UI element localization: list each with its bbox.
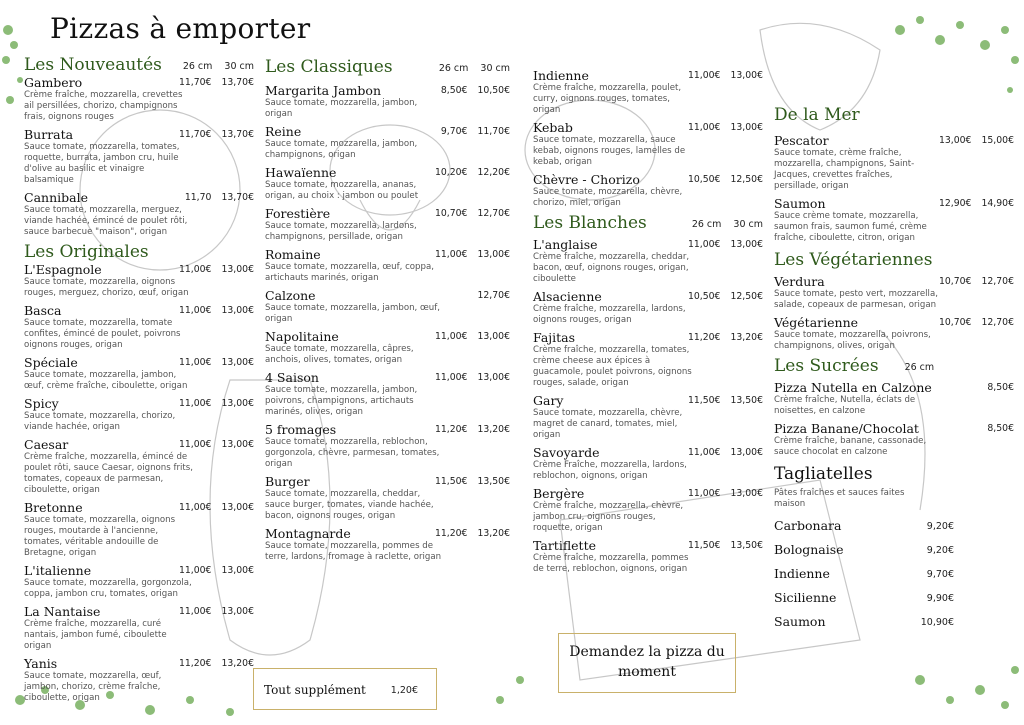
price-large: 13,70€ <box>221 192 254 203</box>
menu-item-desc: Sauce tomate, mozzarella, jambon, champignons, origan <box>265 139 418 160</box>
price-small: 8,50€ <box>987 423 1014 434</box>
menu-item <box>533 445 763 482</box>
menu-item-desc: Crème fraîche, mozzarella, cheddar, bacon, œuf, oignons rouges, origan, ciboulette <box>533 252 690 284</box>
menu-item-name: Basca <box>24 303 62 318</box>
classiques-list <box>265 83 510 563</box>
menu-item-prices <box>688 538 763 553</box>
price-large: 12,50€ <box>730 174 763 185</box>
price-large: 13,00€ <box>730 70 763 81</box>
menu-item-desc: Sauce tomate, mozzarella, pommes de terre, lardons, fromage à raclette, origan <box>265 541 442 562</box>
menu-item-prices <box>688 486 763 501</box>
section-title-mer: De la Mer <box>774 105 860 125</box>
price-large: 13,00€ <box>221 606 254 617</box>
menu-item-desc: Crème fraîche, banane, cassonade, sauce chocolat en calzone <box>774 436 927 457</box>
menu-item-prices <box>179 75 254 90</box>
price-small: 10,70€ <box>938 276 972 287</box>
sucrees-size-label: 26 cm <box>904 362 935 373</box>
menu-item-desc: Sauce tomate, mozzarella, chèvre, magret de canard, tomates, miel, origan <box>533 408 683 440</box>
price-large: 13,00€ <box>477 372 510 383</box>
price-small: 9,70€ <box>440 126 468 137</box>
menu-item <box>533 289 763 326</box>
price-large: 13,00€ <box>221 398 254 409</box>
menu-item-prices <box>435 370 510 385</box>
menu-item-desc: Sauce tomate, mozzarella, lardons, champignons, persillade, origan <box>265 221 417 242</box>
menu-item <box>265 370 510 418</box>
menu-item-name: Bergère <box>533 486 585 501</box>
menu-item-name: Forestière <box>265 206 331 221</box>
menu-item-prices <box>435 474 510 489</box>
price-large: 13,00€ <box>477 331 510 342</box>
menu-item <box>265 124 510 161</box>
price-small: 11,00€ <box>434 372 468 383</box>
menu-item-prices <box>185 190 254 205</box>
menu-item-prices <box>688 289 763 304</box>
menu-item <box>24 190 254 238</box>
menu-item <box>774 315 1014 352</box>
menu-item-name: Cannibale <box>24 190 88 205</box>
menu-item <box>774 274 1014 311</box>
price-small: 11,50€ <box>687 395 721 406</box>
supplement-box <box>253 668 437 710</box>
price-large: 13,00€ <box>221 357 254 368</box>
menu-item-prices <box>441 124 510 139</box>
menu-item-name: Burger <box>265 474 310 489</box>
menu-item-prices <box>435 422 510 437</box>
price-small: 11,70 <box>184 192 212 203</box>
menu-item-desc: Sauce tomate, mozzarella, œuf, jambon, chorizo, crème fraîche, ciboulette, origan <box>24 671 162 703</box>
size-large-label: 30 cm <box>733 219 763 230</box>
menu-item-prices <box>179 604 254 619</box>
menu-item-name: Pizza Nutella en Calzone <box>774 380 932 395</box>
menu-item-prices <box>179 262 254 277</box>
menu-item-prices <box>688 445 763 460</box>
menu-item-prices <box>179 437 254 452</box>
section-title-originales: Les Originales <box>24 242 149 262</box>
menu-item <box>265 329 510 366</box>
menu-item <box>265 288 510 325</box>
menu-item-prices <box>179 500 254 515</box>
price-large: 13,50€ <box>477 476 510 487</box>
menu-item-desc: Sauce tomate, mozzarella, poivrons, champignons, olives, origan <box>774 330 931 351</box>
menu-item-prices <box>435 329 510 344</box>
menu-item-prices <box>179 303 254 318</box>
menu-item-name: Gary <box>533 393 564 408</box>
pasta-item-price: 10,90€ <box>920 617 954 628</box>
menu-item-name: Savoyarde <box>533 445 600 460</box>
menu-item-name: Chèvre - Chorizo <box>533 172 640 187</box>
price-large: 13,00€ <box>730 122 763 133</box>
menu-item-desc: Sauce tomate, pesto vert, mozzarella, salade, copeaux de parmesan, origan <box>774 289 938 310</box>
menu-item-name: Végétarienne <box>774 315 859 330</box>
price-large: 13,00€ <box>221 305 254 316</box>
price-small: 10,50€ <box>687 291 721 302</box>
menu-item-prices <box>441 83 510 98</box>
menu-item-prices <box>939 133 1014 148</box>
price-small: 11,00€ <box>178 439 212 450</box>
menu-item-prices <box>688 237 763 252</box>
menu-item-desc: Crème fraîche, mozzarella, curé nantais, jambon fumé, ciboulette origan <box>24 619 167 651</box>
menu-item-name: 5 fromages <box>265 422 337 437</box>
price-large: 13,50€ <box>730 395 763 406</box>
price-small: 11,20€ <box>434 528 468 539</box>
menu-item <box>533 120 763 168</box>
menu-item <box>24 656 254 704</box>
pizza-du-moment-box <box>558 633 736 693</box>
menu-item-prices <box>179 563 254 578</box>
menu-item <box>533 330 763 389</box>
price-small: 11,00€ <box>687 447 721 458</box>
price-small: 11,00€ <box>687 239 721 250</box>
col3top-list <box>533 68 763 209</box>
menu-item-desc: Sauce tomate, mozzarella, jambon, poivrons, champignons, artichauts marinés, olives, origan <box>265 385 418 417</box>
menu-item-desc: Crème fraîche, mozzarella, poulet, curry, oignons rouges, tomates, origan <box>533 83 682 115</box>
tagliatelles-desc: Pâtes fraîches et sauces faites maison <box>774 488 905 509</box>
price-large: 13,70€ <box>221 77 254 88</box>
section-header-sucrees <box>774 356 1014 376</box>
menu-item-desc: Sauce tomate, mozzarella, chèvre, chorizo, miel, origan <box>533 187 683 208</box>
menu-item-desc: Sauce tomate, mozzarella, oignons rouges, moutarde à l'ancienne, tomates, véritable andouille de Bretagne, origan <box>24 515 176 558</box>
menu-item <box>24 437 254 496</box>
price-large: 12,70€ <box>981 276 1014 287</box>
menu-item-name: Hawaïenne <box>265 165 337 180</box>
page-title: Pizzas à emporter <box>50 12 311 45</box>
menu-item <box>265 247 510 284</box>
tagliatelles-list <box>774 518 954 629</box>
menu-item <box>24 604 254 652</box>
price-large: 13,20€ <box>477 528 510 539</box>
blanches-list <box>533 237 763 575</box>
section-header-classiques <box>265 57 510 77</box>
menu-item-name: Margarita Jambon <box>265 83 381 98</box>
price-large: 12,50€ <box>730 291 763 302</box>
menu-item-desc: Crème fraîche, mozzarella, crevettes ail persillées, chorizo, champignons frais, oignons rouges <box>24 90 183 122</box>
section-title-nouveautes: Les Nouveautés <box>24 55 162 75</box>
pasta-item-name: Carbonara <box>774 518 842 533</box>
price-large: 13,20€ <box>477 424 510 435</box>
price-small: 11,00€ <box>434 249 468 260</box>
menu-item-desc: Sauce tomate, mozzarella, tomate confites, émincé de poulet, poivrons oignons rouges, origan <box>24 318 181 350</box>
price-small: 11,50€ <box>687 540 721 551</box>
price-large: 13,00€ <box>730 239 763 250</box>
price-large: 13,00€ <box>730 447 763 458</box>
menu-item-desc: Crème fraîche, mozzarella, tomates, crème cheese aux épices à guacamole, poulet poivrons, oignons rouges, salade, origan <box>533 345 692 388</box>
price-large: 13,00€ <box>477 249 510 260</box>
price-small: 11,20€ <box>687 332 721 343</box>
menu-item <box>24 127 254 186</box>
price-large: 10,50€ <box>477 85 510 96</box>
size-small-label: 26 cm <box>438 63 469 74</box>
pasta-item <box>774 590 954 605</box>
menu-item <box>774 133 1014 192</box>
price-small: 11,20€ <box>434 424 468 435</box>
price-small: 11,00€ <box>178 606 212 617</box>
price-large: 12,70€ <box>981 317 1014 328</box>
price-small: 11,20€ <box>178 658 212 669</box>
menu-item-name: Burrata <box>24 127 74 142</box>
price-large: 13,00€ <box>221 502 254 513</box>
price-large: 12,70€ <box>477 208 510 219</box>
pasta-item-name: Sicilienne <box>774 590 837 605</box>
menu-item-desc: Sauce tomate, mozzarella, cheddar, sauce burger, tomates, viande hachée, bacon, oignons rouges, origan <box>265 489 434 521</box>
menu-item-name: Spicy <box>24 396 59 411</box>
pasta-item-price: 9,70€ <box>926 569 954 580</box>
menu-item-desc: Sauce tomate, mozzarella, merguez, viande hachée, émincé de poulet rôti, sauce barbecue "maison", origan <box>24 205 188 237</box>
menu-item-desc: Crème fraîche, mozzarella, lardons, oignons rouges, origan <box>533 304 686 325</box>
price-small: 11,00€ <box>178 357 212 368</box>
menu-item-name: Alsacienne <box>533 289 602 304</box>
price-large: 13,20€ <box>221 658 254 669</box>
price-small: 12,90€ <box>938 198 972 209</box>
menu-item-name: Pizza Banane/Chocolat <box>774 421 919 436</box>
menu-item <box>24 355 254 392</box>
menu-item-desc: Sauce tomate, mozzarella, œuf, coppa, artichauts marinés, origan <box>265 262 434 283</box>
menu-item-prices <box>688 172 763 187</box>
pasta-item <box>774 614 954 629</box>
menu-item <box>24 563 254 600</box>
menu-item-prices <box>179 355 254 370</box>
price-small: 8,50€ <box>440 85 468 96</box>
pasta-item-price: 9,20€ <box>926 545 954 556</box>
menu-item-prices <box>939 196 1014 211</box>
price-large: 13,00€ <box>730 488 763 499</box>
menu-item-desc: Crème Fraîche, mozzarella, lardons, reblochon, oignons, origan <box>533 460 687 481</box>
menu-item-desc: Sauce tomate, mozzarella, reblochon, gorgonzola, chèvre, parmesan, tomates, origan <box>265 437 440 469</box>
menu-item-name: Pescator <box>774 133 829 148</box>
menu-item <box>24 75 254 123</box>
price-small: 11,00€ <box>178 398 212 409</box>
menu-item-desc: Crème fraîche, Nutella, éclats de noisettes, en calzone <box>774 395 916 416</box>
menu-item <box>533 393 763 441</box>
price-small: 11,00€ <box>178 502 212 513</box>
menu-item-name: Tartiflette <box>533 538 596 553</box>
menu-item-desc: Crème fraîche, mozzarella, émincé de poulet rôti, sauce Caesar, oignons frits, tomates, copeaux de parmesan, ciboulette, origan <box>24 452 193 495</box>
menu-item-desc: Sauce tomate, mozzarella, ananas, origan, au choix : jambon ou poulet <box>265 180 419 201</box>
menu-item-prices <box>435 247 510 262</box>
menu-item <box>24 303 254 351</box>
menu-item-prices <box>688 393 763 408</box>
price-large: 13,50€ <box>730 540 763 551</box>
price-small: 11,00€ <box>687 488 721 499</box>
menu-item-prices <box>435 206 510 221</box>
price-small: 10,70€ <box>434 208 468 219</box>
menu-item <box>533 538 763 575</box>
menu-item-name: Fajitas <box>533 330 576 345</box>
menu-item <box>533 237 763 285</box>
menu-item <box>533 68 763 116</box>
menu-item-desc: Sauce tomate, mozzarella, jambon, origan <box>265 98 418 119</box>
menu-item-name: Calzone <box>265 288 316 303</box>
menu-item-desc: Sauce tomate, mozzarella, sauce kebab, oignons rouges, lamelles de kebab, origan <box>533 135 686 167</box>
menu-item-prices <box>987 380 1014 395</box>
section-title-classiques: Les Classiques <box>265 57 393 77</box>
menu-item <box>774 196 1014 244</box>
menu-item-desc: Sauce tomate, mozzarella, chorizo, viande hachée, origan <box>24 411 176 432</box>
menu-item-desc: Sauce tomate, mozzarella, jambon, œuf, origan <box>265 303 440 324</box>
menu-item <box>533 486 763 534</box>
originales-list <box>24 262 254 704</box>
menu-item-name: L'anglaise <box>533 237 598 252</box>
menu-item-name: Napolitaine <box>265 329 339 344</box>
price-large: 13,00€ <box>221 565 254 576</box>
menu-item <box>265 206 510 243</box>
menu-item-prices <box>179 127 254 142</box>
section-title-blanches: Les Blanches <box>533 213 647 233</box>
vegetariennes-list <box>774 274 1014 352</box>
menu-item-name: Bretonne <box>24 500 83 515</box>
mer-list <box>774 133 1014 244</box>
menu-item-name: Gambero <box>24 75 83 90</box>
menu-item-name: 4 Saison <box>265 370 319 385</box>
menu-item <box>24 262 254 299</box>
section-title-vegetariennes: Les Végétariennes <box>774 250 933 270</box>
menu-item-desc: Crème fraîche, mozzarella, chèvre, jambon cru, oignons rouges, roquette, origan <box>533 501 684 533</box>
menu-item-name: La Nantaise <box>24 604 101 619</box>
price-small: 11,00€ <box>178 305 212 316</box>
pasta-item-name: Bolognaise <box>774 542 844 557</box>
price-small: 8,50€ <box>987 382 1014 393</box>
menu-item-name: Kebab <box>533 120 573 135</box>
menu-item-name: Montagnarde <box>265 526 351 541</box>
menu-item-name: Reine <box>265 124 302 139</box>
size-large-label: 30 cm <box>480 63 510 74</box>
menu-item-prices <box>688 330 763 345</box>
menu-item-prices <box>987 421 1014 436</box>
section-title-tagliatelles: Tagliatelles <box>774 464 873 484</box>
price-small: 11,00€ <box>434 331 468 342</box>
menu-item-name: Verdura <box>774 274 825 289</box>
price-large: 12,20€ <box>477 167 510 178</box>
menu-item <box>265 83 510 120</box>
supplement-label: Tout supplément <box>264 683 366 697</box>
size-small-label: 26 cm <box>691 219 722 230</box>
menu-item-name: Caesar <box>24 437 69 452</box>
size-large-label: 30 cm <box>224 61 254 72</box>
menu-item <box>774 380 1014 417</box>
menu-item <box>265 474 510 522</box>
menu-item <box>265 526 510 563</box>
menu-item-name: Yanis <box>24 656 58 671</box>
menu-item-prices <box>435 165 510 180</box>
price-small: 11,00€ <box>687 70 721 81</box>
price-small: 11,00€ <box>178 565 212 576</box>
menu-item-desc: Crème fraîche, mozzarella, pommes de terre, reblochon, oignons, origan <box>533 553 689 574</box>
menu-item <box>533 172 763 209</box>
price-large: 13,70€ <box>221 129 254 140</box>
menu-item-desc: Sauce tomate, mozzarella, tomates, roquette, burrata, jambon cru, huile d'olive au basilic et vinaigre balsamique <box>24 142 180 185</box>
price-small: 11,70€ <box>178 77 212 88</box>
pasta-item-name: Saumon <box>774 614 826 629</box>
price-large: 14,90€ <box>981 198 1014 209</box>
menu-item-name: Spéciale <box>24 355 78 370</box>
menu-item-prices <box>435 526 510 541</box>
price-small: 13,00€ <box>938 135 972 146</box>
menu-item-desc: Sauce tomate, mozzarella, câpres, anchois, olives, tomates, origan <box>265 344 414 365</box>
menu-item-desc: Sauce tomate, mozzarella, gorgonzola, coppa, jambon cru, tomates, origan <box>24 578 192 599</box>
pasta-item <box>774 566 954 581</box>
menu-item-name: Indienne <box>533 68 589 83</box>
price-small: 10,70€ <box>938 317 972 328</box>
menu-item-desc: Sauce crème tomate, mozzarella, saumon frais, saumon fumé, crème fraîche, ciboulette, citron, origan <box>774 211 927 243</box>
section-title-sucrees: Les Sucrées <box>774 356 879 376</box>
menu-item-prices <box>467 288 510 303</box>
menu-item-name: Saumon <box>774 196 826 211</box>
menu-item-desc: Sauce tomate, mozzarella, jambon, œuf, crème fraîche, ciboulette, origan <box>24 370 188 391</box>
nouveautes-list <box>24 75 254 238</box>
menu-item <box>265 165 510 202</box>
menu-item <box>265 422 510 470</box>
pizza-du-moment-text: Demandez la pizza du moment <box>569 644 725 680</box>
price-large: 11,70€ <box>477 126 510 137</box>
menu-item <box>24 396 254 433</box>
price-small: 11,70€ <box>178 129 212 140</box>
pasta-item-name: Indienne <box>774 566 830 581</box>
section-header-blanches <box>533 213 763 233</box>
menu-item-prices <box>179 656 254 671</box>
price-large: 13,00€ <box>221 439 254 450</box>
menu-item-name: L'italienne <box>24 563 92 578</box>
menu-item-name: L'Espagnole <box>24 262 102 277</box>
price-small: 10,20€ <box>434 167 468 178</box>
column-4 <box>774 105 1014 638</box>
price-large: 12,70€ <box>477 290 510 301</box>
price-large: 13,00€ <box>221 264 254 275</box>
menu-item-prices <box>939 315 1014 330</box>
pasta-item <box>774 518 954 533</box>
pasta-item <box>774 542 954 557</box>
column-3 <box>533 68 763 579</box>
section-header-nouveautes <box>24 55 254 75</box>
size-small-label: 26 cm <box>182 61 213 72</box>
price-large: 13,20€ <box>730 332 763 343</box>
price-small: 11,00€ <box>178 264 212 275</box>
sucrees-list <box>774 380 1014 458</box>
menu-item <box>774 421 1014 458</box>
menu-item <box>24 500 254 559</box>
price-small: 11,00€ <box>687 122 721 133</box>
menu-item-prices <box>179 396 254 411</box>
menu-item-prices <box>688 68 763 83</box>
pasta-item-price: 9,20€ <box>926 521 954 532</box>
menu-item-desc: Sauce tomate, crème fraîche, mozzarella, champignons, Saint-Jacques, crevettes fraîches, persillade, origan <box>774 148 915 191</box>
price-large: 15,00€ <box>981 135 1014 146</box>
price-small: 10,50€ <box>687 174 721 185</box>
menu-item-name: Romaine <box>265 247 321 262</box>
pasta-item-price: 9,90€ <box>926 593 954 604</box>
price-small: 11,50€ <box>434 476 468 487</box>
supplement-price: 1,20€ <box>390 685 418 696</box>
column-1 <box>24 55 254 708</box>
menu-item-desc: Sauce tomate, mozzarella, oignons rouges, merguez, chorizo, œuf, origan <box>24 277 189 298</box>
menu-item-prices <box>939 274 1014 289</box>
column-2 <box>265 57 510 567</box>
menu-item-prices <box>688 120 763 135</box>
